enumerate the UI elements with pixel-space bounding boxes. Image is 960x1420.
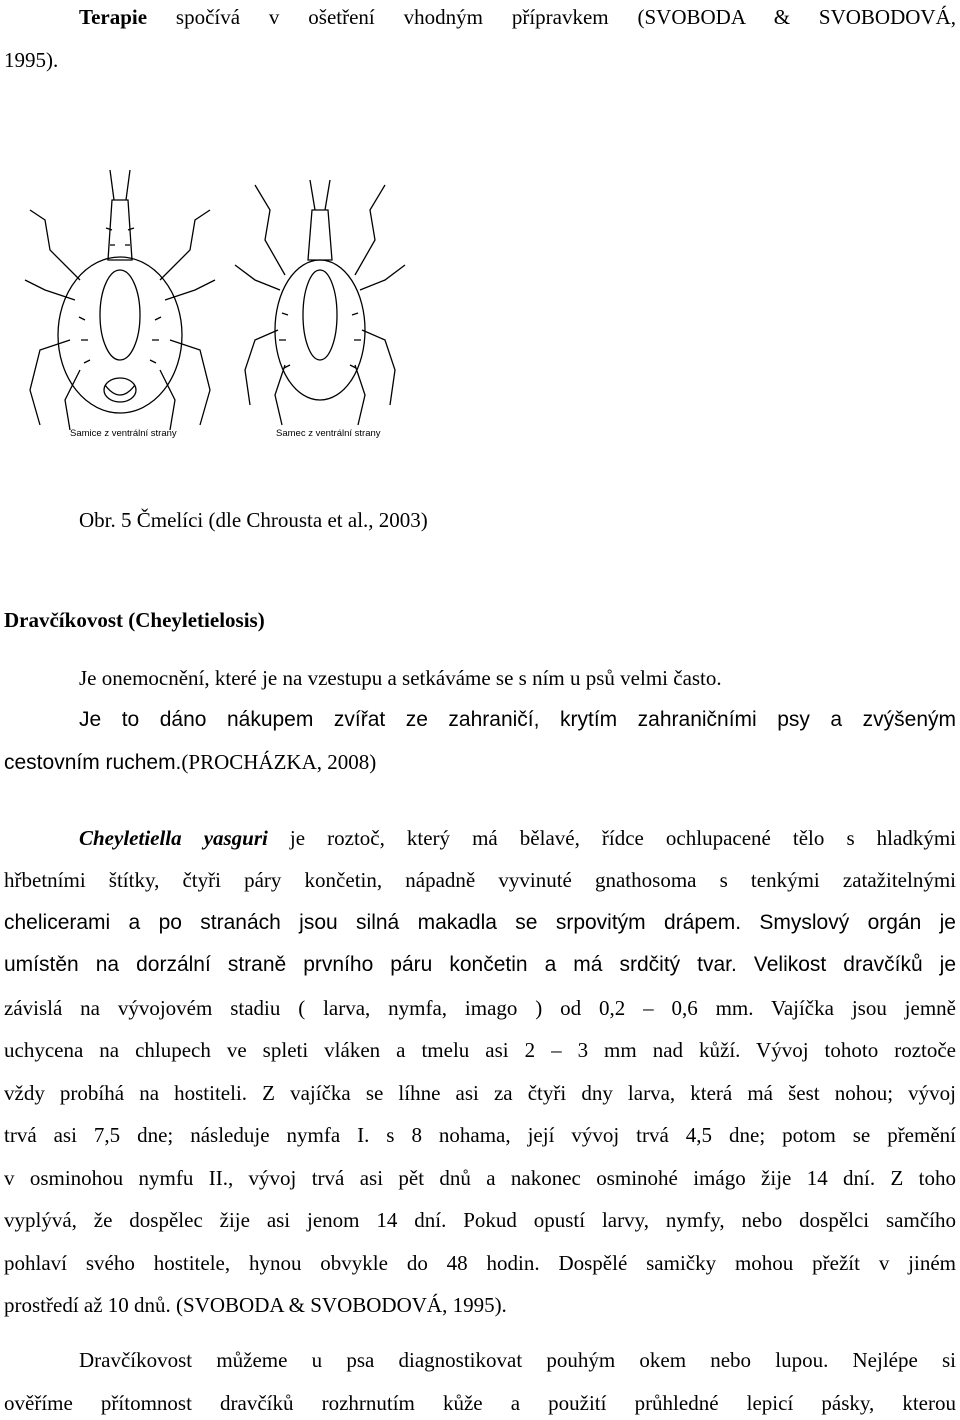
desc-line-11: pohlaví svého hostitele, hynou obvykle do 48 hodin. Dospělé samičky mohou přežít v jiném [4, 1251, 956, 1275]
female-mite-drawing [25, 170, 215, 430]
male-caption: Samec z ventrální strany [276, 428, 381, 439]
desc-line-6: uchycena na chlupech ve spleti vláken a tmelu asi 2 – 3 mm nad kůží. Vývoj tohoto roztoče [4, 1038, 956, 1062]
mite-illustration [20, 140, 420, 430]
section-p1-line2: Je to dáno nákupem zvířat ze zahraničí, krytím zahraničními psy a zvýšeným [79, 708, 956, 731]
diag-line-2: ověříme přítomnost dravčíků rozhrnutím kůže a použití průhledné lepicí pásky, kterou [4, 1391, 956, 1415]
species-name: Cheyletiella yasguri [79, 826, 268, 850]
desc-line-1-rest: je roztoč, který má bělavé, řídce ochlupacené tělo s hladkými [267, 826, 956, 850]
section-heading [4, 605, 956, 635]
desc-line-10: vyplývá, že dospělec žije asi jenom 14 dní. Pokud opustí larvy, nymfy, nebo dospělci samčího [4, 1208, 956, 1232]
female-caption: Samice z ventrální strany [70, 428, 177, 439]
therapy-label: Terapie [79, 5, 148, 29]
desc-line-1 [79, 823, 956, 853]
diag-line-1: Dravčíkovost můžeme u psa diagnostikovat pouhým okem nebo lupou. Nejlépe si [79, 1348, 956, 1372]
desc-line-12: prostředí až 10 dnů. (SVOBODA & SVOBODOVÁ, 1995). [4, 1293, 507, 1317]
section-p1-line3 [4, 747, 956, 778]
desc-line-7: vždy probíhá na hostiteli. Z vajíčka se líhne asi za čtyři dny larva, která má šest nohou; vývoj [4, 1081, 956, 1105]
section-p1-line3-a: cestovním ruchem. [4, 751, 182, 774]
therapy-line [79, 2, 956, 32]
desc-line-3: chelicerami a po stranách jsou silná makadla se srpovitým drápem. Smyslový orgán je [4, 911, 956, 934]
mite-figure [20, 140, 420, 450]
desc-line-5: závislá na vývojovém stadiu ( larva, nymfa, imago ) od 0,2 – 0,6 mm. Vajíčka jsou jemně [4, 996, 956, 1020]
desc-line-8: trvá asi 7,5 dne; následuje nymfa I. s 8 nohama, její vývoj trvá 4,5 dne; potom se přemění [4, 1123, 956, 1147]
male-mite-drawing [235, 180, 405, 425]
figure-title: Obr. 5 Čmelíci (dle Chrousta et al., 2003) [79, 508, 428, 532]
therapy-line-2: 1995). [4, 48, 59, 72]
desc-line-2: hřbetními štítky, čtyři páry končetin, nápadně vyvinuté gnathosoma s tenkými zatažitelnými [4, 868, 956, 892]
desc-line-9: v osminohou nymfu II., vývoj trvá asi pět dnů a nakonec osminohé imágo žije 14 dní. Z toho [4, 1166, 956, 1190]
section-heading-text: Dravčíkovost (Cheyletielosis) [4, 608, 265, 632]
section-p1-line3-b: (PROCHÁZKA, 2008) [181, 750, 377, 774]
therapy-text: spočívá v ošetření vhodným přípravkem (SVOBODA & SVOBODOVÁ, [147, 5, 956, 29]
desc-line-4: umístěn na dorzální straně prvního páru končetin a má srdčitý tvar. Velikost dravčíků je [4, 953, 956, 976]
section-p1-line1: Je onemocnění, které je na vzestupu a setkáváme se s ním u psů velmi často. [79, 666, 722, 690]
